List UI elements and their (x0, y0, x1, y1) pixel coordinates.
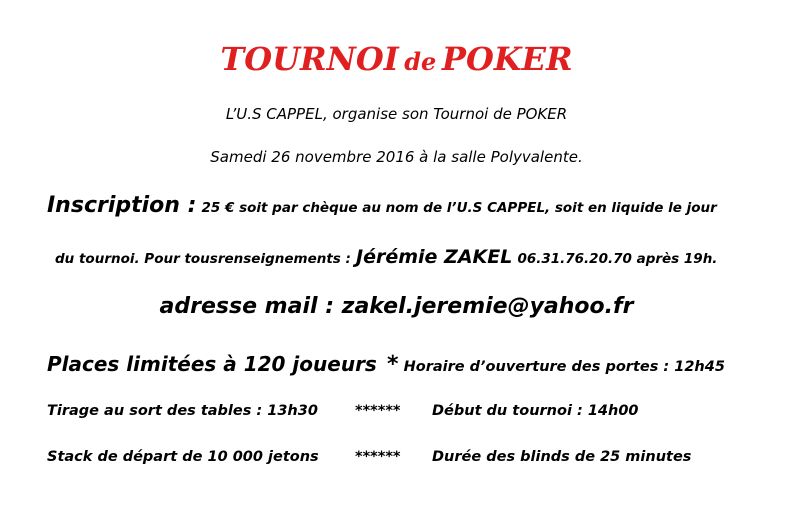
schedule-left: Stack de départ de 10 000 jetons (47, 449, 319, 465)
opening-time: Horaire d’ouverture des portes : 12h45 (403, 359, 725, 375)
places-line (47, 352, 725, 377)
contact-line (55, 246, 717, 268)
contact-text: du tournoi. Pour tousrenseignements : (55, 251, 351, 267)
inscription-text: 25 € soit par chèque au nom de l’U.S CAPPEL, soit en liquide le jour (201, 200, 717, 216)
schedule-right: Durée des blinds de 25 minutes (432, 449, 692, 465)
title-tournoi: TOURNOI (220, 40, 399, 78)
email-line: adresse mail : zakel.jeremie@yahoo.fr (159, 294, 634, 319)
inscription-line (47, 193, 717, 218)
places-text: Places limitées à 120 joueurs (47, 352, 377, 376)
title-poker: POKER (441, 40, 573, 78)
contact-phone: 06.31.76.20.70 après 19h. (517, 251, 718, 267)
page-title (0, 40, 793, 78)
schedule-separator: ****** (355, 403, 401, 419)
schedule-separator: ****** (355, 449, 401, 465)
date-line: Samedi 26 novembre 2016 à la salle Polyvalente. (210, 148, 583, 166)
contact-name: Jérémie ZAKEL (356, 246, 513, 268)
organizer-line: L’U.S CAPPEL, organise son Tournoi de POKER (225, 105, 568, 123)
schedule-right: Début du tournoi : 14h00 (432, 403, 639, 419)
star-separator: * (387, 352, 399, 377)
inscription-label: Inscription : (47, 193, 197, 218)
title-de: de (404, 47, 437, 76)
schedule-left: Tirage au sort des tables : 13h30 (47, 403, 318, 419)
